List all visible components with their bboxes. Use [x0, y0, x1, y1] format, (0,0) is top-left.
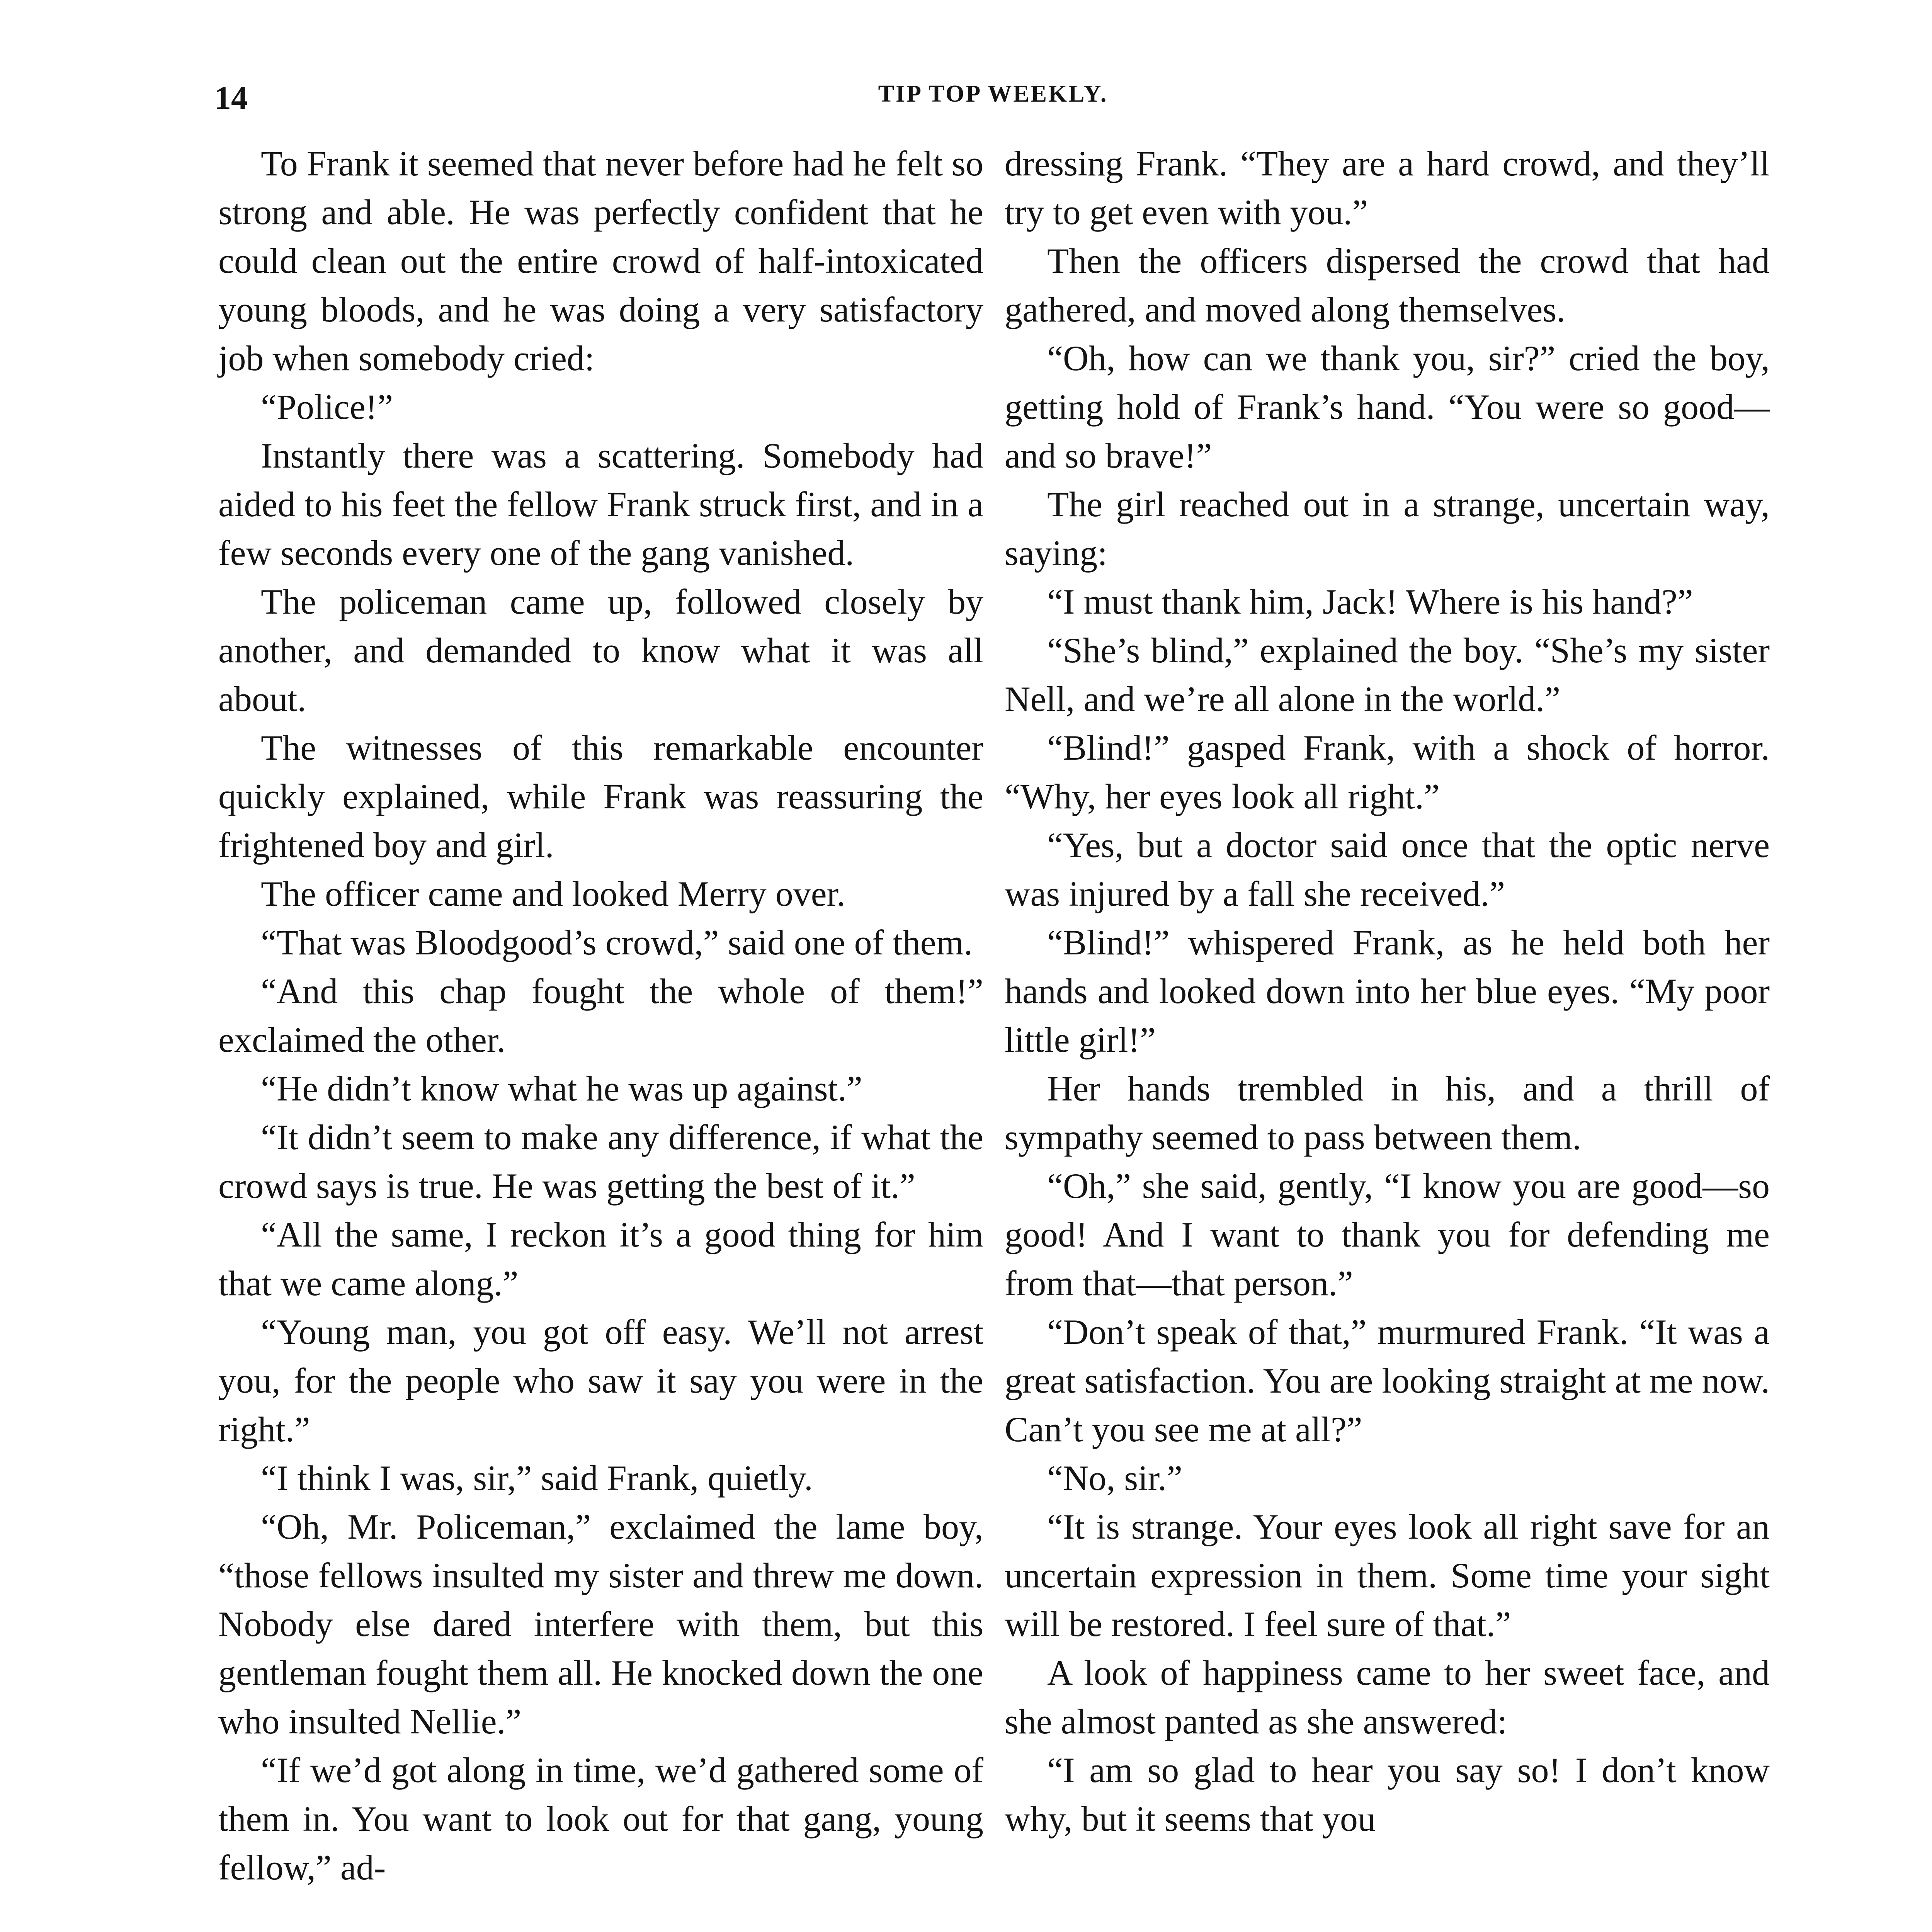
paragraph: To Frank it seemed that never before had he felt so strong and able. He was perfectly confident that he could clean out the entire crowd of half-intoxicated young bloods, and he was doing a very satisfactory job when somebody cried: — [218, 144, 983, 378]
paragraph: The policeman came up, followed closely by another, and demanded to know what it was all about. — [218, 582, 983, 719]
paragraph: Her hands trembled in his, and a thrill of sympathy seemed to pass between them. — [1005, 1069, 1770, 1157]
paragraph: “And this chap fought the whole of them!” exclaimed the other. — [218, 971, 983, 1060]
paragraph: The girl reached out in a strange, uncertain way, saying: — [1005, 485, 1770, 573]
paragraph: Then the officers dispersed the crowd that had gathered, and moved along themselves. — [1005, 241, 1770, 329]
paragraph: “Young man, you got off easy. We’ll not arrest you, for the people who saw it say you were in the right.” — [218, 1312, 983, 1449]
paragraph: “Don’t speak of that,” murmured Frank. “It was a great satisfaction. You are looking straight at me now. Can’t you see me at all?” — [1005, 1312, 1770, 1449]
paragraph: “Yes, but a doctor said once that the optic nerve was injured by a fall she received.” — [1005, 825, 1770, 913]
running-head: TIP TOP WEEKLY. — [878, 81, 1108, 107]
paragraph: “No, sir.” — [1047, 1458, 1183, 1498]
paragraph: “I think I was, sir,” said Frank, quietly. — [261, 1458, 813, 1498]
paragraph: “Oh,” she said, gently, “I know you are good—so good! And I want to thank you for defending me from that—that person.” — [1005, 1166, 1770, 1303]
paragraph: “All the same, I reckon it’s a good thing for him that we came along.” — [218, 1215, 983, 1303]
paragraph: The officer came and looked Merry over. — [261, 874, 846, 913]
paragraph: “Oh, Mr. Policeman,” exclaimed the lame boy, “those fellows insulted my sister and threw me down. Nobody else dared interfere with them, but this gentleman fought them all. He knocked down the one who insulted Nellie.” — [218, 1507, 983, 1741]
paragraph: “It is strange. Your eyes look all right save for an uncertain expression in them. Some time your sight will be restored. I feel sure of that.” — [1005, 1507, 1770, 1644]
right-column — [1005, 139, 1770, 1843]
paragraph: “Blind!” gasped Frank, with a shock of horror. “Why, her eyes look all right.” — [1005, 728, 1770, 816]
paragraph: “Oh, how can we thank you, sir?” cried the boy, getting hold of Frank’s hand. “You were so good—and so brave!” — [1005, 338, 1770, 475]
paragraph: dressing Frank. “They are a hard crowd, and they’ll try to get even with you.” — [1005, 144, 1770, 232]
paragraph: “She’s blind,” explained the boy. “She’s my sister Nell, and we’re all alone in the world.” — [1005, 631, 1770, 719]
paragraph: Instantly there was a scattering. Somebody had aided to his feet the fellow Frank struck first, and in a few seconds every one of the gang vanished. — [218, 436, 983, 573]
paragraph: “I am so glad to hear you say so! I don’t know why, but it seems that you — [1005, 1750, 1770, 1838]
paragraph: The witnesses of this remarkable encounter quickly explained, while Frank was reassuring the frightened boy and girl. — [218, 728, 983, 865]
paragraph: “I must thank him, Jack! Where is his hand?” — [1047, 582, 1693, 621]
paragraph: “He didn’t know what he was up against.” — [261, 1069, 862, 1108]
left-column — [218, 139, 983, 1892]
page-number: 14 — [214, 79, 248, 116]
paragraph: “If we’d got along in time, we’d gathered some of them in. You want to look out for that gang, young fellow,” ad- — [218, 1750, 983, 1887]
paragraph: A look of happiness came to her sweet face, and she almost panted as she answered: — [1005, 1653, 1770, 1741]
paragraph: “It didn’t seem to make any difference, if what the crowd says is true. He was getting the best of it.” — [218, 1117, 983, 1206]
paragraph: “That was Bloodgood’s crowd,” said one of them. — [261, 923, 973, 962]
paragraph: “Blind!” whispered Frank, as he held both her hands and looked down into her blue eyes. “My poor little girl!” — [1005, 923, 1770, 1060]
paragraph: “Police!” — [261, 387, 393, 427]
